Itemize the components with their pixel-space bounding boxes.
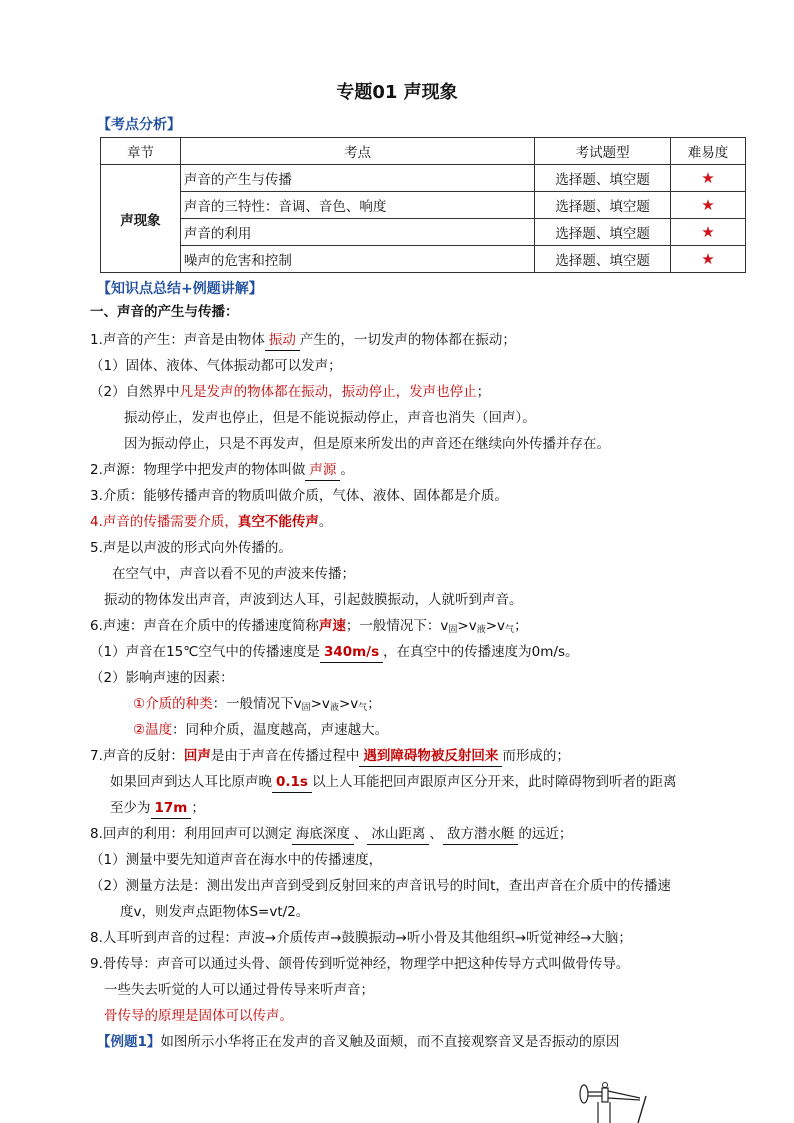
- fill-blank: 振动: [265, 330, 300, 351]
- header-topic: 考点: [180, 138, 534, 165]
- topic-cell: 声音的三特性：音调、音色、响度: [180, 192, 534, 219]
- fill-blank: 0.1s: [272, 772, 312, 793]
- fill-blank: 声源: [305, 460, 340, 481]
- type-cell: 选择题、填空题: [535, 192, 671, 219]
- header-difficulty: 难易度: [671, 138, 746, 165]
- tuning-fork-figure: [578, 1076, 658, 1123]
- text-line: 1.声音的产生：声音是由物体 振动 产生的，一切发声的物体都在振动；: [90, 330, 516, 351]
- text-line: 3.介质：能够传播声音的物质叫做介质，气体、液体、固体都是介质。: [90, 488, 508, 504]
- text-line: 7.声音的反射：回声是由于声音在传播过程中 遇到障碍物被反射回来 而形成的；: [90, 746, 570, 767]
- fill-blank: 遇到障碍物被反射回来: [359, 746, 502, 767]
- text-line: 6.声速：声音在介质中的传播速度简称声速；一般情况下：$v_固>v_液>v_气$；: [90, 618, 528, 635]
- topic-cell: 噪声的危害和控制: [180, 246, 534, 273]
- fill-blank: 340m/s: [320, 642, 383, 663]
- text-line: 因为振动停止，只是不再发声，但是原来所发出的声音还在继续向外传播并存在。: [124, 436, 610, 452]
- type-cell: 选择题、填空题: [535, 165, 671, 192]
- text-line: 8.回声的利用：利用回声可以测定 海底深度 、 冰山距离 、 敌方潜水艇 的远近；: [90, 824, 572, 845]
- text-line: （1）测量中要先知道声音在海水中的传播速度，: [90, 852, 383, 868]
- table-row: [101, 165, 746, 192]
- subsection-title: 一、声音的产生与传播：: [90, 304, 239, 320]
- text-line: ②温度：同种介质，温度越高，声速越大。: [133, 722, 389, 738]
- star-icon: ★: [671, 192, 746, 219]
- text-line: 振动停止，发声也停止，但是不能说振动停止，声音也消失（回声）。: [124, 410, 536, 426]
- topic-cell: 声音的产生与传播: [180, 165, 534, 192]
- type-cell: 选择题、填空题: [535, 219, 671, 246]
- topic-cell: 声音的利用: [180, 219, 534, 246]
- type-cell: 选择题、填空题: [535, 246, 671, 273]
- text-line: （2）影响声速的因素：: [90, 670, 234, 686]
- table-row: [101, 246, 746, 273]
- section-knowledge: 【知识点总结+例题讲解】: [97, 281, 263, 297]
- table-row: [101, 219, 746, 246]
- text-line: 振动的物体发出声音，声波到达人耳，引起鼓膜振动，人就听到声音。: [104, 592, 523, 608]
- table-row: [101, 192, 746, 219]
- table-header-row: [101, 138, 746, 165]
- text-line: （1）声音在15℃空气中的传播速度是 340m/s ，在真空中的传播速度为0m/s。: [90, 642, 578, 663]
- text-line: 至少为 17m ；: [110, 798, 205, 819]
- text-line: （2）测量方法是：测出发出声音到受到反射回来的声音讯号的时间t，查出声音在介质中的传播速: [90, 878, 671, 894]
- text-line: 2.声源：物理学中把发声的物体叫做 声源 。: [90, 460, 354, 481]
- chapter-cell: 声现象: [101, 165, 181, 273]
- text-line: ①介质的种类：一般情况下$v_固>v_液>v_气$；: [133, 696, 381, 713]
- text-line: 8.人耳听到声音的过程：声波→介质传声→鼓膜振动→听小骨及其他组织→听觉神经→大脑；: [90, 930, 632, 946]
- fill-blank: 敌方潜水艇: [443, 824, 519, 845]
- text-line: 4.声音的传播需要介质，真空不能传声。: [90, 514, 333, 530]
- text-line: 度v，则发声点距物体S=vt/2。: [120, 904, 310, 920]
- kaodian-table: [100, 137, 746, 273]
- example-tag: 【例题1】: [97, 1034, 161, 1050]
- fill-blank: 冰山距离: [367, 824, 429, 845]
- text-line: 一些失去听觉的人可以通过骨传导来听声音；: [104, 982, 374, 998]
- star-icon: ★: [671, 246, 746, 273]
- text-line: 5.声是以声波的形式向外传播的。: [90, 540, 292, 556]
- text-line: 如果回声到达人耳比原声晚 0.1s 以上人耳能把回声跟原声区分开来，此时障碍物到听者的距离: [110, 772, 676, 793]
- text-line: （2）自然界中凡是发声的物体都在振动，振动停止，发声也停止；: [90, 384, 491, 400]
- header-type: 考试题型: [535, 138, 671, 165]
- text-line: 骨传导的原理是固体可以传声。: [104, 1008, 293, 1024]
- star-icon: ★: [671, 165, 746, 192]
- page-title: 专题01 声现象: [336, 82, 458, 103]
- text-line: 在空气中，声音以看不见的声波来传播；: [112, 566, 355, 582]
- header-chapter: 章节: [101, 138, 181, 165]
- example-line: 【例题1】如图所示小华将正在发声的音叉触及面颊，而不直接观察音叉是否振动的原因: [97, 1034, 620, 1050]
- section-kaodian: 【考点分析】: [97, 117, 181, 133]
- star-icon: ★: [671, 219, 746, 246]
- fill-blank: 海底深度: [292, 824, 354, 845]
- text-line: 9.骨传导：声音可以通过头骨、颌骨传到听觉神经，物理学中把这种传导方式叫做骨传导。: [90, 956, 630, 972]
- fill-blank: 17m: [151, 798, 192, 819]
- text-line: （1）固体、液体、气体振动都可以发声；: [90, 358, 342, 374]
